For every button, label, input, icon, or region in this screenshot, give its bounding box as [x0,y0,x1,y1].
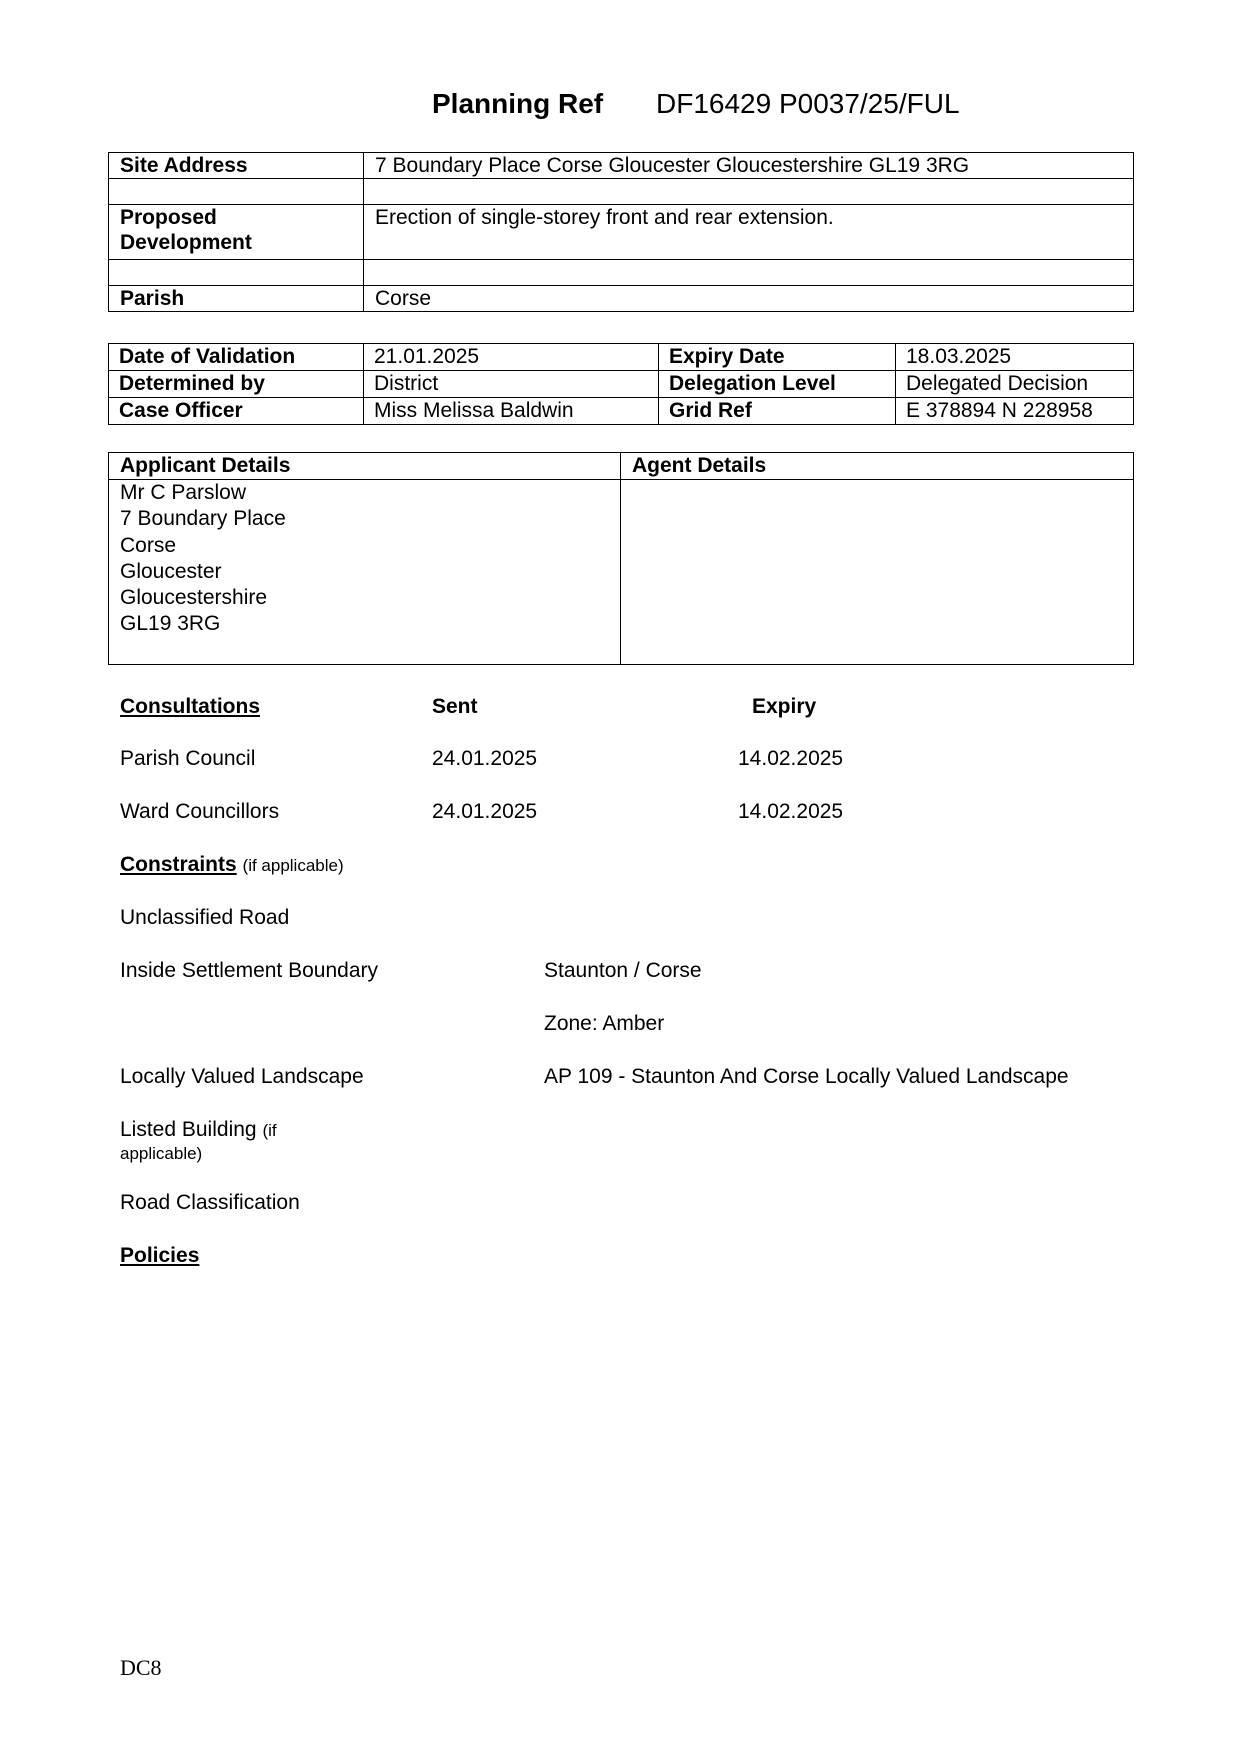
applicant-line: Corse [120,533,177,557]
consultee-name: Parish Council [120,747,256,770]
validation-date-label: Date of Validation [109,344,364,371]
proposed-development-value: Erection of single-storey front and rear extension. [364,205,1134,260]
listed-building-note: (if [262,1121,277,1140]
site-address-label: Site Address [109,153,364,179]
spacer-cell [109,260,364,286]
validation-date-value: 21.01.2025 [364,344,659,371]
agent-details-value [621,480,1134,665]
site-details-table [108,152,1134,312]
grid-ref-value: E 378894 N 228958 [896,398,1134,425]
consultee-sent: 24.01.2025 [432,747,538,770]
determined-by-value: District [364,371,659,398]
case-officer-label: Case Officer [109,398,364,425]
applicant-line: 7 Boundary Place [120,507,286,531]
proposed-development-label [109,205,364,260]
consultations-heading: Consultations [120,695,260,718]
planning-ref-label: Planning Ref [432,88,604,119]
spacer-cell [109,179,364,205]
expiry-date-label: Expiry Date [659,344,896,371]
consultee-sent: 24.01.2025 [432,800,538,823]
spacer-cell [364,260,1134,286]
agent-details-label: Agent Details [621,453,1134,480]
listed-building-note-cont: applicable) [120,1144,203,1163]
consultee-name: Ward Councillors [120,800,280,823]
applicant-line: Gloucester [120,559,222,583]
settlement-boundary-value: Staunton / Corse [544,959,702,982]
constraints-note: (if applicable) [242,856,344,875]
determined-by-label: Determined by [109,371,364,398]
dates-table [108,343,1134,425]
footer-code: DC8 [120,1655,162,1680]
parties-table [108,452,1134,665]
expiry-date-value: 18.03.2025 [896,344,1134,371]
parish-label: Parish [109,286,364,312]
listed-building-label: Listed Building [120,1118,257,1141]
listed-building-label-row [120,1117,277,1143]
consultations-sent-header: Sent [432,695,478,718]
consultations-expiry-header: Expiry [752,695,817,718]
applicant-line: Mr C Parslow [120,481,247,504]
spacer-cell [364,179,1134,205]
delegation-level-value: Delegated Decision [896,371,1134,398]
applicant-line: GL19 3RG [120,612,221,636]
applicant-line: Gloucestershire [120,586,268,610]
delegation-level-label: Delegation Level [659,371,896,398]
consultee-expiry: 14.02.2025 [738,800,844,823]
grid-ref-label: Grid Ref [659,398,896,425]
constraints-heading: Constraints [120,853,237,876]
applicant-details-value [109,480,621,665]
applicant-details-label: Applicant Details [109,453,621,480]
locally-valued-landscape-value: AP 109 - Staunton And Corse Locally Valued Landscape [544,1065,1069,1088]
planning-ref-value: DF16429 P0037/25/FUL [656,88,960,119]
locally-valued-landscape-label: Locally Valued Landscape [120,1065,364,1088]
road-classification-label: Road Classification [120,1191,300,1214]
unclassified-road: Unclassified Road [120,906,290,929]
proposed-development-label-line2: Development [120,231,252,254]
parish-value: Corse [364,286,1134,312]
settlement-boundary-label: Inside Settlement Boundary [120,959,378,982]
site-address-value: 7 Boundary Place Corse Gloucester Gloucestershire GL19 3RG [364,153,1134,179]
policies-heading: Policies [120,1244,200,1267]
consultee-expiry: 14.02.2025 [738,747,844,770]
zone-value: Zone: Amber [544,1012,665,1035]
proposed-development-label-line1: Proposed [120,206,217,229]
case-officer-value: Miss Melissa Baldwin [364,398,659,425]
constraints-heading-row [120,852,344,878]
